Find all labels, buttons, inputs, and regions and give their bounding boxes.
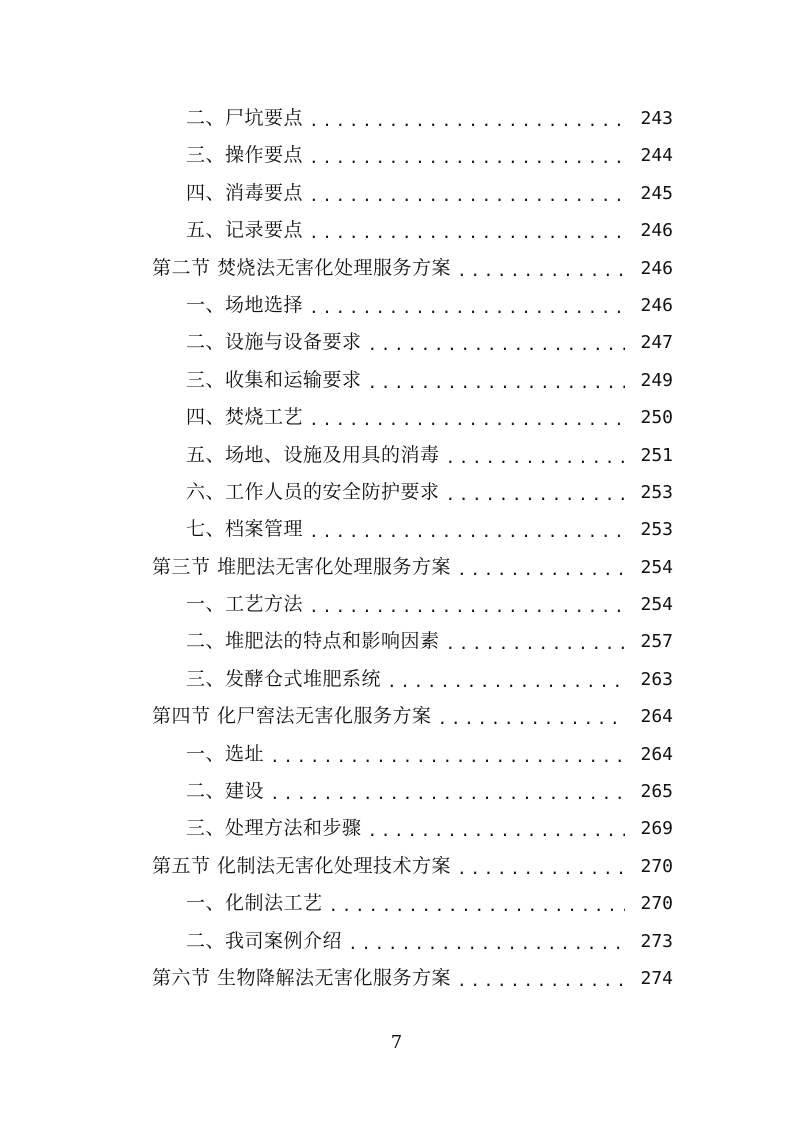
toc-section-entry[interactable] xyxy=(0,250,793,287)
toc-entry-page-number: 250 xyxy=(640,407,673,429)
toc-subsection-entry[interactable] xyxy=(0,923,793,960)
toc-entry-title: 第五节 化制法无害化处理技术方案 xyxy=(152,854,452,877)
dot-leader xyxy=(387,663,625,700)
toc-entry-page-number: 249 xyxy=(640,369,673,391)
toc-entry-title: 五、场地、设施及用具的消毒 xyxy=(186,443,440,466)
toc-entry-page-number: 254 xyxy=(640,556,673,578)
toc-entry-title: 七、档案管理 xyxy=(186,518,304,541)
toc-subsection-entry[interactable] xyxy=(0,362,793,399)
toc-entry-page-number: 244 xyxy=(640,145,673,167)
toc-entry-page-number: 257 xyxy=(640,631,673,653)
toc-entry-page-number: 246 xyxy=(640,294,673,316)
dot-leader xyxy=(446,476,625,513)
dot-leader xyxy=(309,102,625,139)
toc-entry-page-number: 243 xyxy=(640,108,673,129)
toc-subsection-entry[interactable] xyxy=(0,773,793,810)
toc-subsection-entry[interactable] xyxy=(0,137,793,174)
toc-entry-title: 第四节 化尸窖法无害化服务方案 xyxy=(152,705,432,728)
toc-subsection-entry[interactable] xyxy=(0,736,793,773)
dot-leader xyxy=(446,625,625,662)
toc-subsection-entry[interactable] xyxy=(0,511,793,548)
toc-entry-title: 二、我司案例介绍 xyxy=(186,929,343,952)
toc-entry-title: 二、设施与设备要求 xyxy=(186,331,362,354)
toc-entry-page-number: 269 xyxy=(640,818,673,840)
toc-entry-title: 四、消毒要点 xyxy=(186,181,304,204)
toc-subsection-entry[interactable] xyxy=(0,810,793,847)
dot-leader xyxy=(368,326,625,363)
toc-subsection-entry[interactable] xyxy=(0,100,793,137)
dot-leader xyxy=(438,700,625,737)
dot-leader xyxy=(309,513,625,550)
toc-subsection-entry[interactable] xyxy=(0,399,793,436)
toc-subsection-entry[interactable] xyxy=(0,586,793,623)
dot-leader xyxy=(309,177,625,214)
toc-entry-page-number: 253 xyxy=(640,481,673,503)
toc-entry-title: 第六节 生物降解法无害化服务方案 xyxy=(152,966,452,989)
page-number: 7 xyxy=(390,1032,403,1053)
dot-leader xyxy=(457,252,625,289)
toc-entry-title: 六、工作人员的安全防护要求 xyxy=(186,480,440,503)
toc-subsection-entry[interactable] xyxy=(0,212,793,249)
dot-leader xyxy=(457,551,625,588)
toc-entry-title: 五、记录要点 xyxy=(186,219,304,242)
toc-entry-title: 第三节 堆肥法无害化处理服务方案 xyxy=(152,555,452,578)
toc-section-entry[interactable] xyxy=(0,960,793,997)
dot-leader xyxy=(309,139,625,176)
toc-entry-page-number: 264 xyxy=(640,743,673,765)
table-of-contents xyxy=(0,100,793,997)
toc-subsection-entry[interactable] xyxy=(0,885,793,922)
toc-entry-page-number: 274 xyxy=(640,967,673,989)
toc-entry-page-number: 245 xyxy=(640,182,673,204)
toc-subsection-entry[interactable] xyxy=(0,287,793,324)
toc-subsection-entry[interactable] xyxy=(0,437,793,474)
dot-leader xyxy=(368,364,625,401)
dot-leader xyxy=(270,738,625,775)
toc-entry-title: 一、化制法工艺 xyxy=(186,892,323,915)
toc-entry-title: 二、尸坑要点 xyxy=(186,107,304,129)
toc-entry-page-number: 265 xyxy=(640,781,673,803)
toc-entry-page-number: 270 xyxy=(640,855,673,877)
toc-entry-page-number: 246 xyxy=(640,257,673,279)
toc-entry-title: 一、场地选择 xyxy=(186,293,304,316)
toc-entry-title: 四、焚烧工艺 xyxy=(186,406,304,429)
toc-entry-title: 二、堆肥法的特点和影响因素 xyxy=(186,630,440,653)
toc-entry-page-number: 270 xyxy=(640,893,673,915)
dot-leader xyxy=(270,775,625,812)
toc-subsection-entry[interactable] xyxy=(0,661,793,698)
toc-subsection-entry[interactable] xyxy=(0,474,793,511)
dot-leader xyxy=(457,962,625,999)
toc-entry-title: 三、收集和运输要求 xyxy=(186,368,362,391)
toc-entry-page-number: 246 xyxy=(640,220,673,242)
toc-entry-page-number: 253 xyxy=(640,519,673,541)
toc-entry-title: 第二节 焚烧法无害化处理服务方案 xyxy=(152,256,452,279)
toc-entry-title: 一、选址 xyxy=(186,742,265,765)
dot-leader xyxy=(309,588,625,625)
toc-entry-page-number: 273 xyxy=(640,930,673,952)
toc-entry-title: 三、发酵仓式堆肥系统 xyxy=(186,667,382,690)
toc-subsection-entry[interactable] xyxy=(0,324,793,361)
dot-leader xyxy=(329,887,625,924)
toc-section-entry[interactable] xyxy=(0,698,793,735)
dot-leader xyxy=(368,812,625,849)
toc-entry-title: 二、建设 xyxy=(186,780,265,803)
dot-leader xyxy=(446,439,625,476)
toc-subsection-entry[interactable] xyxy=(0,175,793,212)
toc-entry-page-number: 251 xyxy=(640,444,673,466)
dot-leader xyxy=(309,401,625,438)
dot-leader xyxy=(348,925,625,962)
toc-entry-page-number: 264 xyxy=(640,706,673,728)
toc-entry-title: 一、工艺方法 xyxy=(186,593,304,616)
toc-entry-page-number: 247 xyxy=(640,332,673,354)
dot-leader xyxy=(309,289,625,326)
toc-entry-page-number: 263 xyxy=(640,668,673,690)
toc-entry-page-number: 254 xyxy=(640,594,673,616)
toc-section-entry[interactable] xyxy=(0,549,793,586)
toc-entry-title: 三、操作要点 xyxy=(186,144,304,167)
toc-section-entry[interactable] xyxy=(0,848,793,885)
toc-subsection-entry[interactable] xyxy=(0,623,793,660)
toc-entry-title: 三、处理方法和步骤 xyxy=(186,817,362,840)
dot-leader xyxy=(309,214,625,251)
dot-leader xyxy=(457,850,625,887)
